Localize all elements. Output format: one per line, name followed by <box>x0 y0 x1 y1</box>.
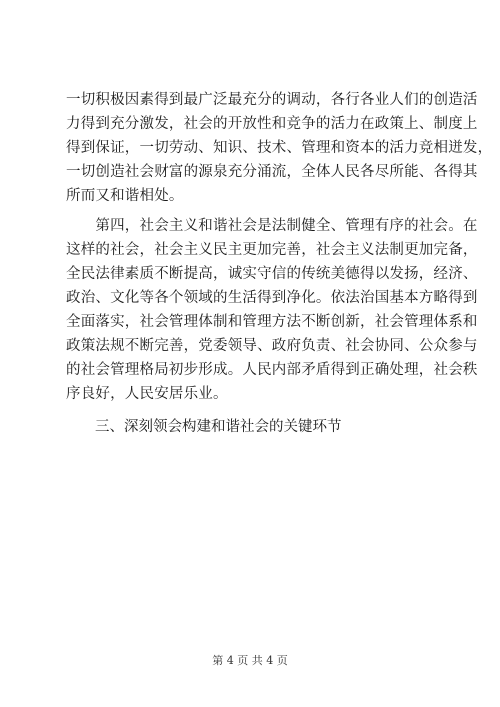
paragraph-2-line-4: 政治、文化等各个领域的生活得到净化。依法治国基本方略得到 <box>66 290 478 306</box>
paragraph-2-line-6: 政策法规不断完善，党委领导、政府负责、社会协同、公众参与 <box>66 338 478 354</box>
page-content <box>66 88 493 439</box>
page-footer <box>0 652 500 668</box>
paragraph-1-line-4: 一切创造社会财富的源泉充分涌流，全体人民各尽所能、各得其 <box>66 164 478 180</box>
paragraph-2-line-8: 序良好，人民安居乐业。 <box>66 386 228 402</box>
paragraph-2-line-2: 这样的社会，社会主义民主更加完善，社会主义法制更加完备， <box>66 242 478 258</box>
paragraph-2-line-5: 全面落实，社会管理体制和管理方法不断创新，社会管理体系和 <box>66 314 478 330</box>
paragraph-1 <box>66 88 493 208</box>
paragraph-1-line-3: 得到保证，一切劳动、知识、技术、管理和资本的活力竞相迸发， <box>66 140 493 156</box>
paragraph-1-line-5: 所而又和谐相处。 <box>66 188 184 204</box>
section-heading: 三、深刻领会构建和谐社会的关键环节 <box>66 419 342 435</box>
paragraph-2 <box>66 214 478 406</box>
paragraph-2-line-7: 的社会管理格局初步形成。人民内部矛盾得到正确处理，社会秩 <box>66 362 478 378</box>
paragraph-1-line-2: 力得到充分激发，社会的开放性和竞争的活力在政策上、制度上 <box>66 116 478 132</box>
paragraph-2-line-3: 全民法律素质不断提高，诚实守信的传统美德得以发扬，经济、 <box>66 266 478 282</box>
page-number-label: 第 4 页 共 4 页 <box>212 654 288 667</box>
paragraph-1-line-1: 一切积极因素得到最广泛最充分的调动，各行各业人们的创造活 <box>66 92 478 108</box>
paragraph-2-line-1: 第四，社会主义和谐社会是法制健全、管理有序的社会。在 <box>66 218 478 234</box>
